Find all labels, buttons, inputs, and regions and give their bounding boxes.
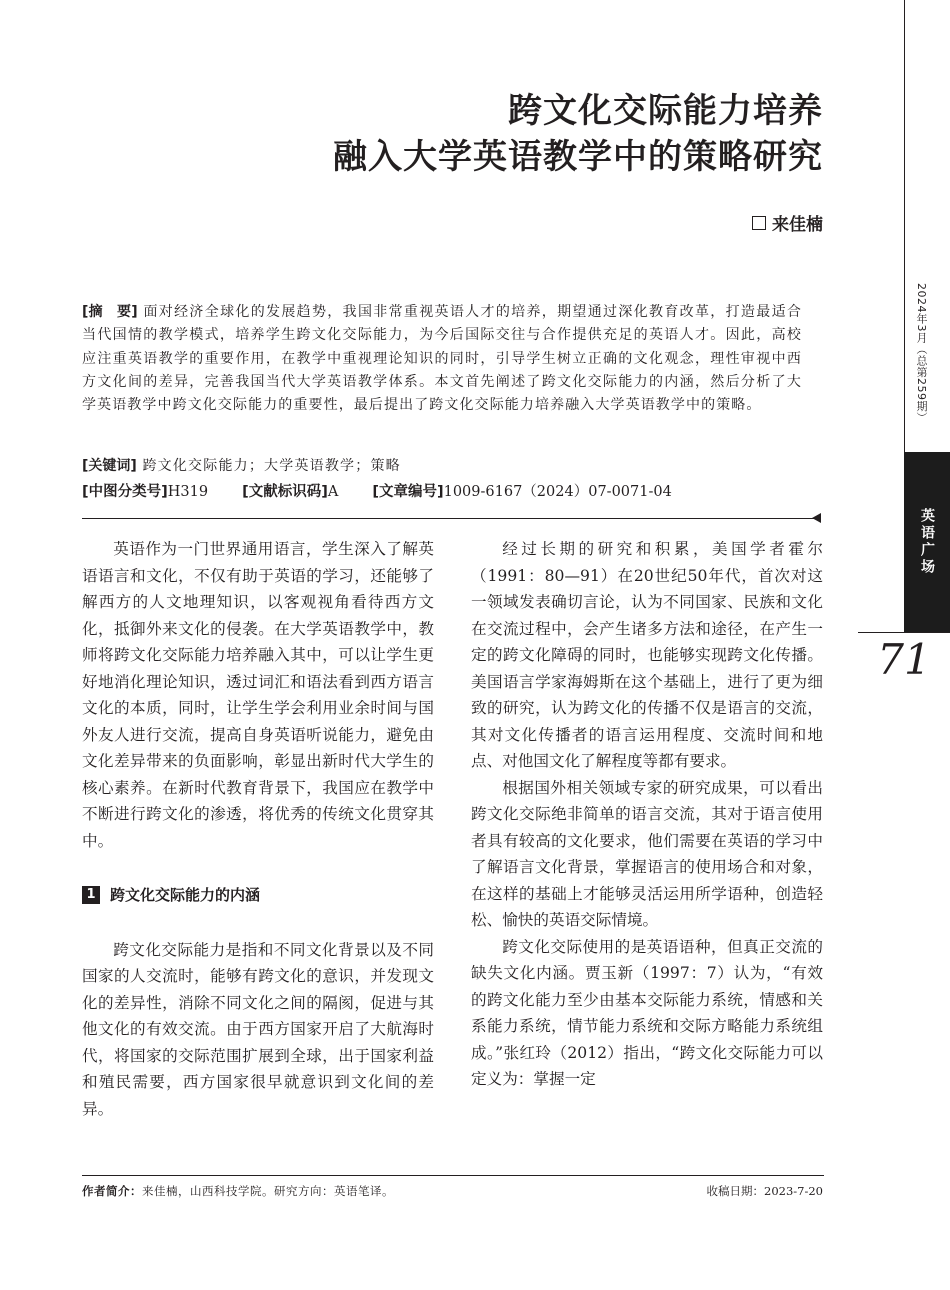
- abstract-text: 面对经济全球化的发展趋势，我国非常重视英语人才的培养，期望通过深化教育改革，打造最适合当代国情的教学模式，培养学生跨文化交际能力，为今后国际交往与合作提供充足的英语人才。因此，高校应注重英语教学的重要作用，在教学中重视理论知识的同时，引导学生树立正确的文化观念，理性审视中西方文化间的差异，完善我国当代大学英语教学体系。本文首先阐述了跨文化交际能力的内涵，然后分析了大学英语教学中跨文化交际能力的重要性，最后提出了跨文化交际能力培养融入大学英语教学中的策略。: [82, 304, 802, 414]
- paragraph: 经过长期的研究和积累，美国学者霍尔（1991：80—91）在20世纪50年代，首次对这一领域发表确切言论，认为不同国家、民族和文化在交流过程中，会产生诸多方法和途径，在产生一定的跨文化障碍的同时，也能够实现跨文化传播。美国语言学家海姆斯在这个基础上，进行了更为细致的研究，认为跨文化的传播不仅是语言的交流，其对文化传播者的语言运用程度、交流时间和地点、对他国文化了解程度等都有要求。: [471, 540, 823, 770]
- sidebar-rule: [904, 0, 905, 452]
- title-line-1: 跨文化交际能力培养: [508, 91, 823, 131]
- article-number-value: 1009-6167（2024）07-0071-04: [443, 484, 672, 500]
- section-number: 1: [82, 886, 100, 904]
- article-number: [372, 480, 671, 501]
- keywords-label: [关键词]: [82, 458, 137, 474]
- paragraph: 根据国外相关领域专家的研究成果，可以看出跨文化交际绝非简单的语言交流，其对于语言使用者具有较高的文化要求，他们需要在英语的学习中了解语言文化背景，掌握语言的使用场合和对象，在这样的基础上才能够灵活运用所学语种，创造轻松、愉快的英语交际情境。: [471, 778, 823, 929]
- author-name: 来佳楠: [772, 215, 823, 235]
- doc-value: A: [327, 484, 339, 500]
- keywords-text: 跨文化交际能力；大学英语教学；策略: [142, 458, 401, 474]
- author-bio: [82, 1183, 394, 1199]
- article-title: [183, 88, 823, 180]
- column-tab: [904, 452, 950, 632]
- clc-code: [82, 480, 208, 501]
- paragraph: 英语作为一门世界通用语言，学生深入了解英语语言和文化，不仅有助于英语的学习，还能够了解西方的人文地理知识，以客观视角看待西方文化，抵御外来文化的侵袭。在大学英语教学中，教师将跨文化交际能力培养融入其中，可以让学生更好地消化理论知识，透过词汇和语法看到西方语言文化的本质，同时，让学生学会利用业余时间与国外友人进行交流，提高自身英语听说能力，避免由文化差异带来的负面影响，彰显出新时代大学生的核心素养。在新时代教育背景下，我国应在教学中不断进行跨文化的渗透，将优秀的传统文化贯穿其中。: [82, 540, 434, 850]
- paragraph: 跨文化交际使用的是英语语种，但真正交流的缺失文化内涵。贾玉新（1997：7）认为，“有效的跨文化能力至少由基本交际能力系统，情感和关系能力系统，情节能力系统和交际方略能力系统组成。”张红玲（2012）指出，“跨文化交际能力可以定义为：掌握一定: [471, 937, 823, 1088]
- author-byline: [752, 210, 823, 235]
- clc-value: H319: [167, 484, 209, 500]
- section-title: 跨文化交际能力的内涵: [110, 886, 261, 904]
- keywords: [82, 455, 401, 475]
- doc-label: [文献标识码]: [242, 484, 328, 500]
- divider-top: [82, 518, 814, 519]
- received-date: 收稿日期：2023-7-20: [706, 1184, 823, 1198]
- title-line-2: 融入大学英语教学中的策略研究: [333, 137, 823, 177]
- author-bio-text: 来佳楠，山西科技学院。研究方向：英语笔译。: [142, 1184, 394, 1198]
- author-bio-label: 作者简介：: [82, 1184, 142, 1198]
- clc-label: [中图分类号]: [82, 484, 168, 500]
- classification-line: [82, 480, 672, 501]
- triangle-marker-icon: [812, 513, 821, 523]
- divider-footer: [82, 1175, 824, 1176]
- square-icon: [752, 216, 766, 230]
- issue-date: 2024年3月（总第259期）: [915, 283, 928, 424]
- column-name: 英语广场: [919, 508, 935, 576]
- body-column-right: [471, 536, 823, 1093]
- section-heading: [82, 882, 434, 909]
- article-number-label: [文章编号]: [372, 484, 444, 500]
- paragraph: 跨文化交际能力是指和不同文化背景以及不同国家的人交流时，能够有跨文化的意识，并发现文化的差异性，消除不同文化之间的隔阂，促进与其他文化的有效交流。由于西方国家开启了大航海时代，将国家的交际范围扩展到全球，出于国家利益和殖民需要，西方国家很早就意识到文化间的差异。: [82, 940, 434, 1118]
- abstract: [82, 301, 802, 417]
- doc-code: [242, 480, 338, 501]
- abstract-label: [摘 要]: [82, 304, 138, 320]
- body-column-left: [82, 536, 434, 1122]
- page-number: 71: [877, 635, 931, 684]
